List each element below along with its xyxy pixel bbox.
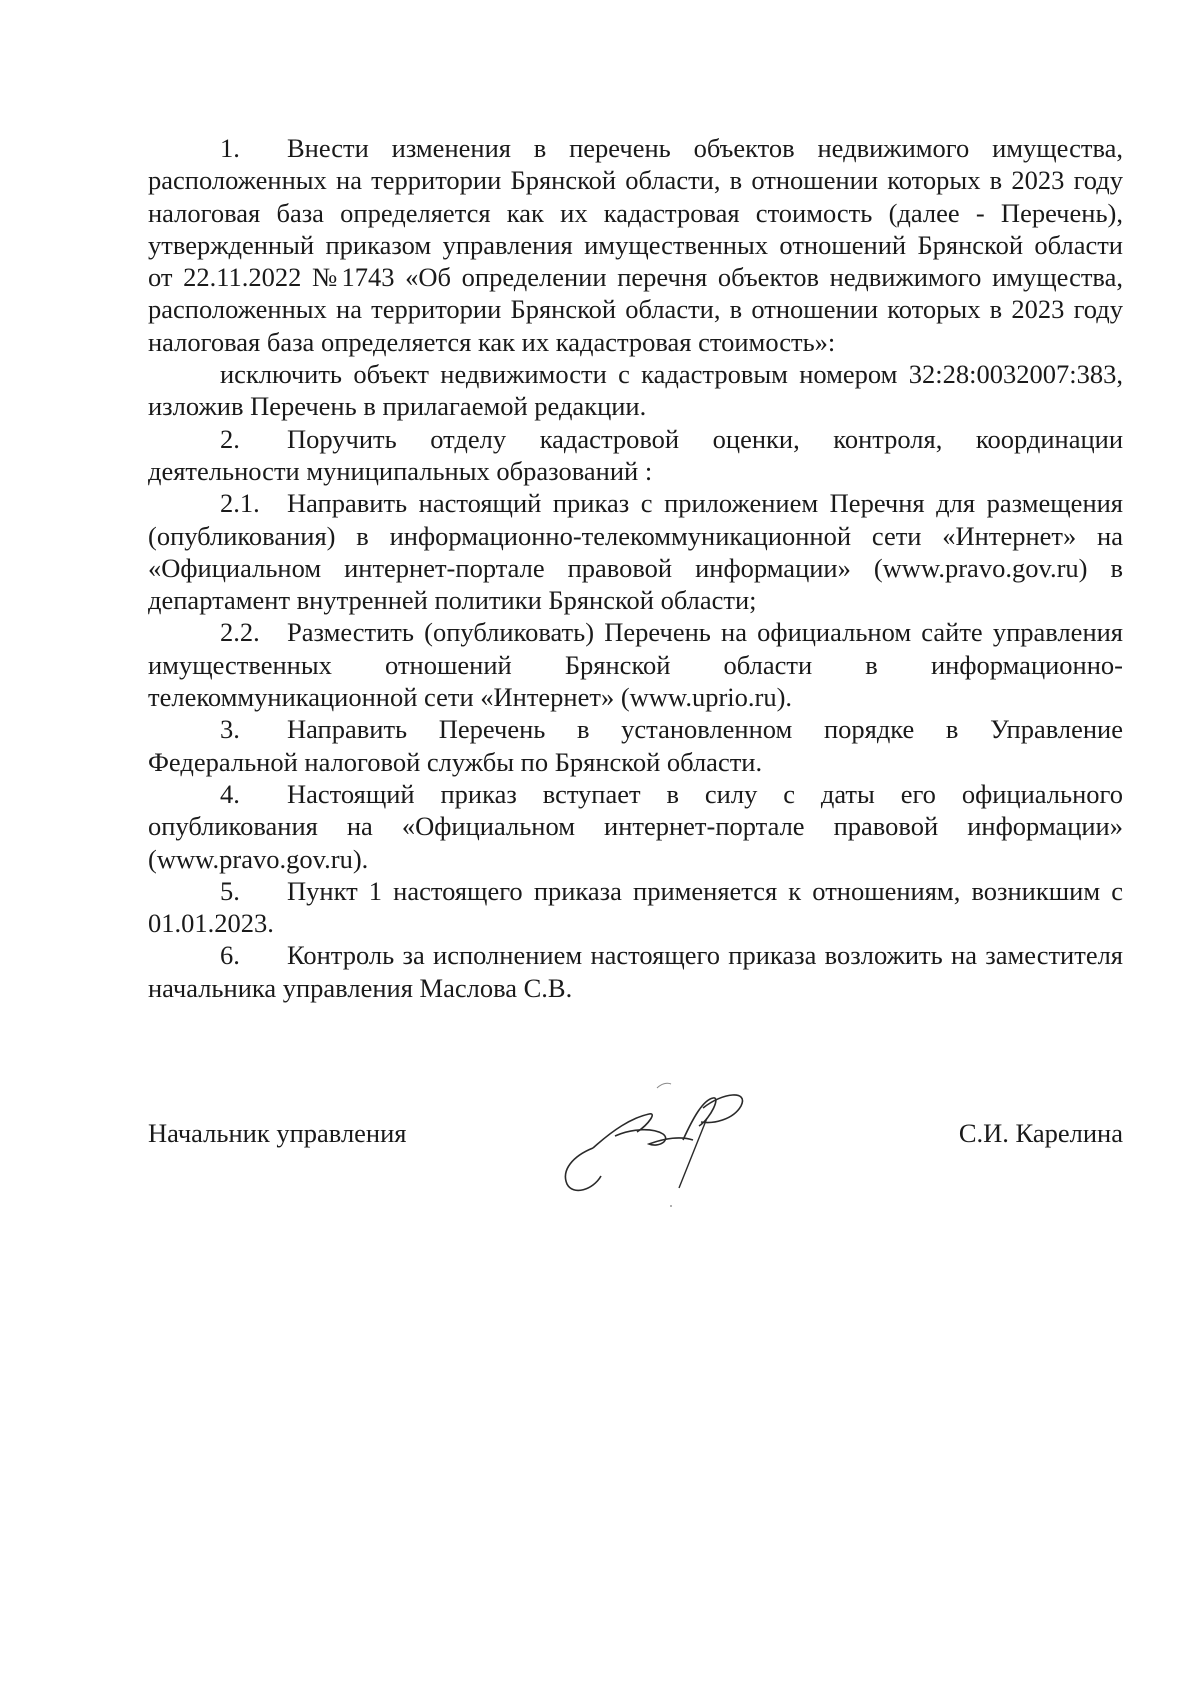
document-body — [148, 132, 1123, 1004]
paragraph-1 — [148, 132, 1123, 358]
paragraph-4 — [148, 778, 1123, 875]
paragraph-text: Внести изменения в перечень объектов недвижимого имущества, расположенных на территории Брянской области, в отношении которых в 2023 году налоговая база определяется как их кадастровая стоимость (далее - Перечень), утвержденный приказом управления имущественных отношений Брянской области от 22.11.2022 №1743 «Об определении перечня объектов недвижимого имущества, расположенных на территории Брянской области, в отношении которых в 2023 году налоговая база определяется как их кадастровая стоимость»: — [148, 133, 1123, 357]
paragraph-5 — [148, 875, 1123, 940]
signature-block — [148, 1100, 1123, 1210]
paragraph-number: 3. — [220, 714, 240, 745]
paragraph-text: Разместить (опубликовать) Перечень на официальном сайте управления имущественных отношений Брянской области в информационно-телекоммуникационной сети «Интернет» (www.uprio.ru). — [148, 617, 1123, 713]
paragraph-number: 6. — [220, 940, 240, 971]
signatory-name: С.И. Карелина — [958, 1118, 1123, 1148]
paragraph-1-exclusion — [148, 358, 1123, 423]
paragraph-text: исключить объект недвижимости с кадастровым номером 32:28:0032007:383, изложив Перечень в прилагаемой редакции. — [148, 359, 1123, 422]
paragraph-number: 2. — [220, 423, 240, 454]
handwritten-signature — [553, 1078, 763, 1208]
paragraph-2 — [148, 423, 1123, 488]
paragraph-number: 4. — [220, 778, 240, 809]
paragraph-number: 2.2. — [220, 617, 260, 648]
paragraph-text: Направить настоящий приказ с приложением Перечня для размещения (опубликования) в информационно-телекоммуникационной сети «Интернет» на «Официальном интернет-портале правовой информации» (www.pravo.gov.ru) в департамент внутренней политики Брянской области; — [148, 488, 1123, 616]
paragraph-number: 1. — [220, 133, 240, 163]
paragraph-text: Направить Перечень в установленном порядке в Управление Федеральной налоговой службы по Брянской области. — [148, 714, 1123, 777]
paragraph-text: Настоящий приказ вступает в силу с даты его официального опубликования на «Официальном интернет-портале правовой информации» (www.pravo.gov.ru). — [148, 778, 1123, 874]
paragraph-number: 5. — [220, 875, 240, 906]
paragraph-text: Контроль за исполнением настоящего приказа возложить на заместителя начальника управления Маслова С.В. — [148, 940, 1123, 1003]
paragraph-3 — [148, 713, 1123, 778]
paragraph-6 — [148, 939, 1123, 1004]
signatory-position: Начальник управления — [148, 1118, 407, 1148]
paragraph-2-1 — [148, 487, 1123, 616]
paragraph-number: 2.1. — [220, 488, 260, 519]
paragraph-text: Поручить отделу кадастровой оценки, контроля, координации деятельности муниципальных образований : — [148, 423, 1123, 486]
paragraph-2-2 — [148, 616, 1123, 713]
paragraph-text: Пункт 1 настоящего приказа применяется к отношениям, возникшим с 01.01.2023. — [148, 875, 1123, 939]
